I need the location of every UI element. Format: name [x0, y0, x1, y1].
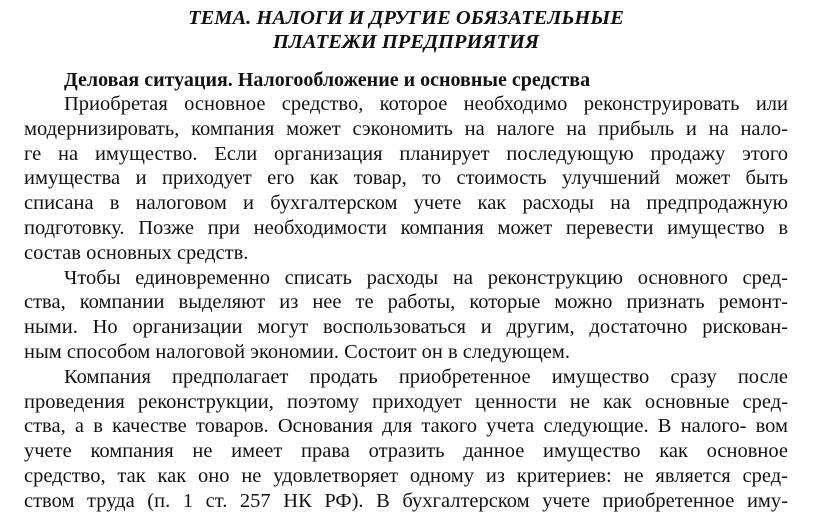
paragraph-3 [24, 365, 788, 514]
paragraph-2 [24, 266, 788, 365]
text-line: ства, компании выделяют из нее те работы, которые можно признать ремонт- [24, 291, 788, 314]
document-title-line-2: ПЛАТЕЖИ ПРЕДПРИЯТИЯ [272, 31, 540, 53]
text-line: Компания предполагает продать приобретенное имущество сразу после [64, 365, 788, 388]
document-title-line-1: ТЕМА. НАЛОГИ И ДРУГИЕ ОБЯЗАТЕЛЬНЫЕ [188, 7, 624, 29]
paragraph-1 [24, 92, 788, 266]
text-line: средство, так как оно не удовлетворяет одному из критериев: не является сред- [24, 464, 788, 487]
text-line: модернизировать, компания может сэкономить на налоге на прибыль и на нало- [24, 117, 788, 140]
text-line: ными. Но организации могут воспользоваться и другим, достаточно рискован- [24, 316, 788, 339]
text-line: Чтобы единовременно списать расходы на реконструкцию основного сред- [64, 266, 788, 289]
text-line: ства, а в качестве товаров. Основания для такого учета следующие. В налого- вом [24, 415, 788, 438]
text-line: учете компания не имеет права отразить данное имущество как основное [24, 440, 788, 463]
text-line: проведения реконструкции, поэтому приходует ценности не как основные сред- [24, 390, 788, 413]
text-line: состав основных средств. [24, 241, 249, 264]
text-line: списана в налоговом и бухгалтерском учете как расходы на предпродажную [24, 192, 788, 215]
text-line: имущества и приходует его как товар, то стоимость улучшений может быть [24, 167, 788, 190]
text-line: подготовку. Позже при необходимости компания может перевести имущество в [24, 216, 788, 239]
document-page [24, 6, 788, 514]
text-line: ным способом налоговой экономии. Состоит он в следующем. [24, 340, 570, 363]
section-heading: Деловая ситуация. Налогообложение и основные средства [64, 69, 591, 91]
text-line: ге на имущество. Если организация планирует последующую продажу этого [24, 142, 788, 165]
text-line: Приобретая основное средство, которое необходимо реконструировать или [64, 93, 788, 115]
text-line: ством труда (п. 1 ст. 257 НК РФ). В бухгалтерском учете приобретенное иму- [24, 489, 788, 512]
